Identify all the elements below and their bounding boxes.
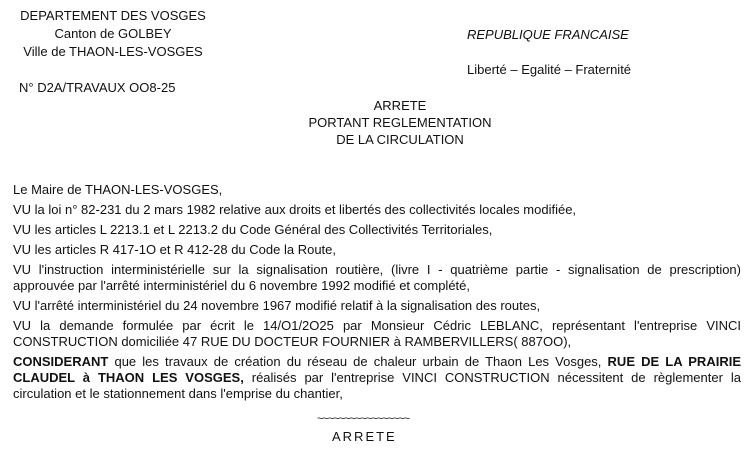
issuer-block [0, 8, 226, 62]
title-line-3: DE LA CIRCULATION [336, 132, 464, 147]
vu-cgct-line: VU les articles L 2213.1 et L 2213.2 du Code Général des Collectivités Territoriales, [13, 222, 493, 237]
considerant-label: CONSIDERANT [13, 354, 109, 369]
considerant-text-2: réalisés par l'entreprise VINCI CONSTRUCTION nécessitent de règlementer la circulation et le stationnement dans l'emprise du chantier, [13, 370, 741, 401]
vu-arrete-1967-line: VU l'arrêté interministériel du 24 novembre 1967 modifié relatif à la signalisation des routes, [13, 298, 541, 313]
document-title [240, 98, 560, 149]
republique-label: REPUBLIQUE FRANCAISE [467, 27, 629, 42]
vu-instruction-paragraph: VU l'instruction interministérielle sur la signalisation routière, (livre I - quatrième partie - signalisation de prescription) approuvée par l'arrêté interministériel du 6 novembre 1992 modifié et complété, [13, 262, 741, 293]
departement-line: DEPARTEMENT DES VOSGES [20, 8, 206, 23]
canton-line: Canton de GOLBEY [54, 26, 172, 41]
devise-label: Liberté – Egalité – Fraternité [467, 62, 632, 77]
vu-code-route-line: VU les articles R 417-1O et R 412-28 du Code la Route, [13, 242, 337, 257]
intro-line: Le Maire de THAON-LES-VOSGES, [13, 182, 223, 197]
title-line-2: PORTANT REGLEMENTATION [308, 115, 492, 130]
separator-line: ~~~~~~~~~~~~~~~~~ [317, 413, 410, 425]
considerant-paragraph [13, 354, 741, 402]
document-body [13, 182, 741, 406]
ville-line: Ville de THAON-LES-VOSGES [23, 44, 203, 59]
title-line-1: ARRETE [373, 98, 427, 113]
considerant-text-1: que les travaux de création du réseau de chaleur urbain de Thaon Les Vosges, [108, 354, 608, 369]
vu-loi-line: VU la loi n° 82-231 du 2 mars 1982 relative aux droits et libertés des collectivités locales modifiée, [13, 202, 577, 217]
final-arrete-heading: ARRETE [332, 429, 397, 444]
vu-demande-paragraph: VU la demande formulée par écrit le 14/O1/2O25 par Monsieur Cédric LEBLANC, représentant l'entreprise VINCI CONSTRUCTION domiciliée 47 RUE DU DOCTEUR FOURNIER à RAMBERVILLERS( 887OO), [13, 318, 741, 349]
considerant-location: RUE DE LA PRAIRIE CLAUDEL à THAON LES VOSGES, [13, 354, 741, 385]
reference-number: N° D2A/TRAVAUX OO8-25 [19, 80, 176, 95]
